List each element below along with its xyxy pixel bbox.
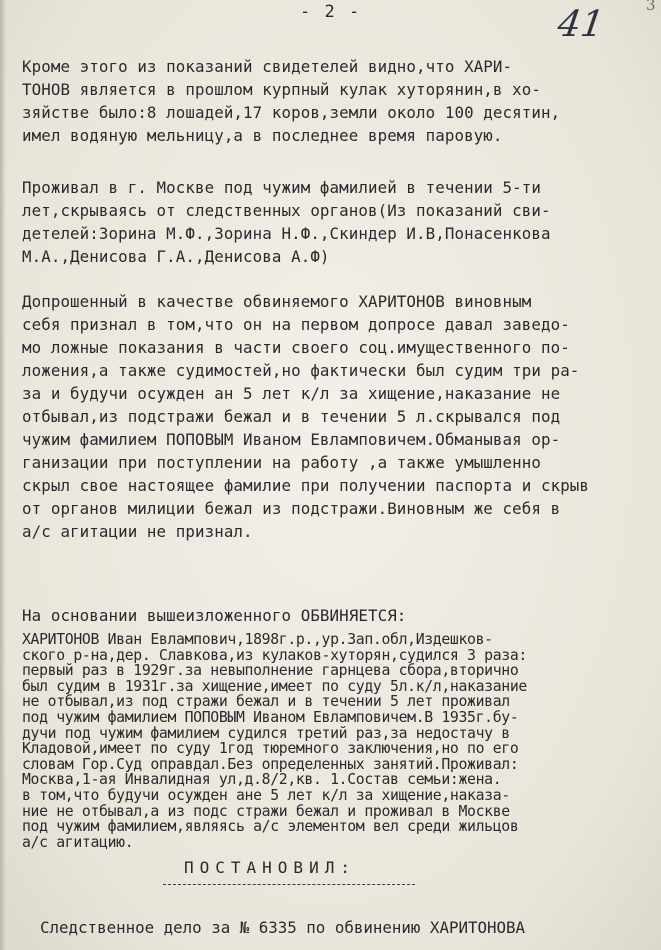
text-line: На основании вышеизложенного ОБВИНЯЕТСЯ: <box>22 606 407 625</box>
page-edge-shadow <box>0 0 6 950</box>
text-line: не отбывал,из под стражи бежал и в течении 5 лет проживал <box>22 693 510 711</box>
heading-underline <box>163 884 415 885</box>
final-line: Следственное дело за № 6335 по обвинению ХАРИТОНОВА <box>40 918 526 937</box>
paragraph-interrogation <box>22 290 650 543</box>
text-line: имел водяную мельницу,а в последнее время паровую. <box>22 126 503 145</box>
corner-mark: 3 <box>646 0 656 14</box>
text-line: Кроме этого из показаний свидетелей видно,что ХАРИ- <box>22 57 513 76</box>
text-line: под чужим фамилием ПОПОВЫМ Иваном Евламповичем.В 1935г.бу- <box>22 708 519 726</box>
text-line: ского р-на,дер. Славкова,из кулаков-хуторян,судился 3 раза: <box>22 646 527 664</box>
text-line: первый раз в 1929г.за невыполнение гарнцева сбора,вторично <box>22 662 519 680</box>
text-line: словам Гор.Суд оправдал.Без определенных занятий.Проживал: <box>22 755 519 773</box>
text-line: ние не отбывал,а из подс стражи бежал и проживал в Москве <box>22 802 510 820</box>
text-line: ХАРИТОНОВ Иван Евлампович,1898г.р.,ур.Зап.обл,Издешков- <box>22 631 493 648</box>
archive-sheet-number: 41 <box>555 4 607 45</box>
text-line: а/с агитацию. <box>22 833 134 851</box>
text-line: в том,что будучи осужден ане 5 лет к/л за хищение,наказа- <box>22 786 510 804</box>
text-line: скрыл свое настоящее фамилие при получении паспорта и скрыв <box>22 476 590 495</box>
text-line: Москва,1-ая Инвалидная ул,д.8/2,кв. 1.Состав семьи:жена. <box>22 771 502 789</box>
text-line: зяйстве было:8 лошадей,17 коров,земли около 100 десятин, <box>22 103 561 122</box>
text-line: лет,скрываясь от следственных органов(Из показаний сви- <box>22 201 551 220</box>
text-line: чужим фамилием ПОПОВЫМ Иваном Евламповичем.Обманывая ор- <box>22 430 561 449</box>
paragraph-witness-testimony <box>22 55 650 147</box>
accusation-text <box>22 632 650 850</box>
text-line: детелей:Зорина М.Ф.,Зорина Н.Ф.,Скиндер И.В,Понасенкова <box>22 224 551 243</box>
text-line: себя признал в том,что он на первом допросе давал заведо- <box>22 315 570 334</box>
text-line: Допрошенный в качестве обвиняемого ХАРИТОНОВ виновным <box>22 292 532 311</box>
text-line: ганизации при поступлении на работу ,а также умышленно <box>22 453 541 472</box>
text-line: Проживал в г. Москве под чужим фамилией в течении 5-ти <box>22 178 541 197</box>
text-line: за и будучи осужден ан 5 лет к/л за хищение,наказание не <box>22 384 561 403</box>
text-line: ТОНОВ является в прошлом курпный кулак хуторянин,в хо- <box>22 80 541 99</box>
accusation-intro <box>22 604 650 627</box>
text-line: ложения,а также судимостей,но фактически был судим три ра- <box>22 361 580 380</box>
paragraph-residence <box>22 176 650 268</box>
text-line: был судим в 1931г.за хищение,имеет по суду 5л.к/л,наказание <box>22 677 527 695</box>
section-heading: ПОСТАНОВИЛ: <box>184 858 356 877</box>
page-number: - 2 - <box>300 2 362 22</box>
text-line: а/с агитации не признал. <box>22 522 253 541</box>
text-line: под чужим фамилием,являясь а/с элементом вел среди жильцов <box>22 818 519 836</box>
text-line: М.А.,Денисова Г.А.,Денисова А.Ф) <box>22 247 330 266</box>
text-line: дучи под чужим фамилием судился третий раз,за недостачу в <box>22 724 510 742</box>
text-line: от органов милиции бежал из подстражи.Виновным же себя в <box>22 499 561 518</box>
text-line: Кладовой,имеет по суду 1год тюремного заключения,но по его <box>22 740 519 758</box>
text-line: мо ложные показания в части своего соц.имущественного по- <box>22 338 570 357</box>
text-line: отбывал,из подстражи бежал и в течении 5 л.скрывался под <box>22 407 561 426</box>
